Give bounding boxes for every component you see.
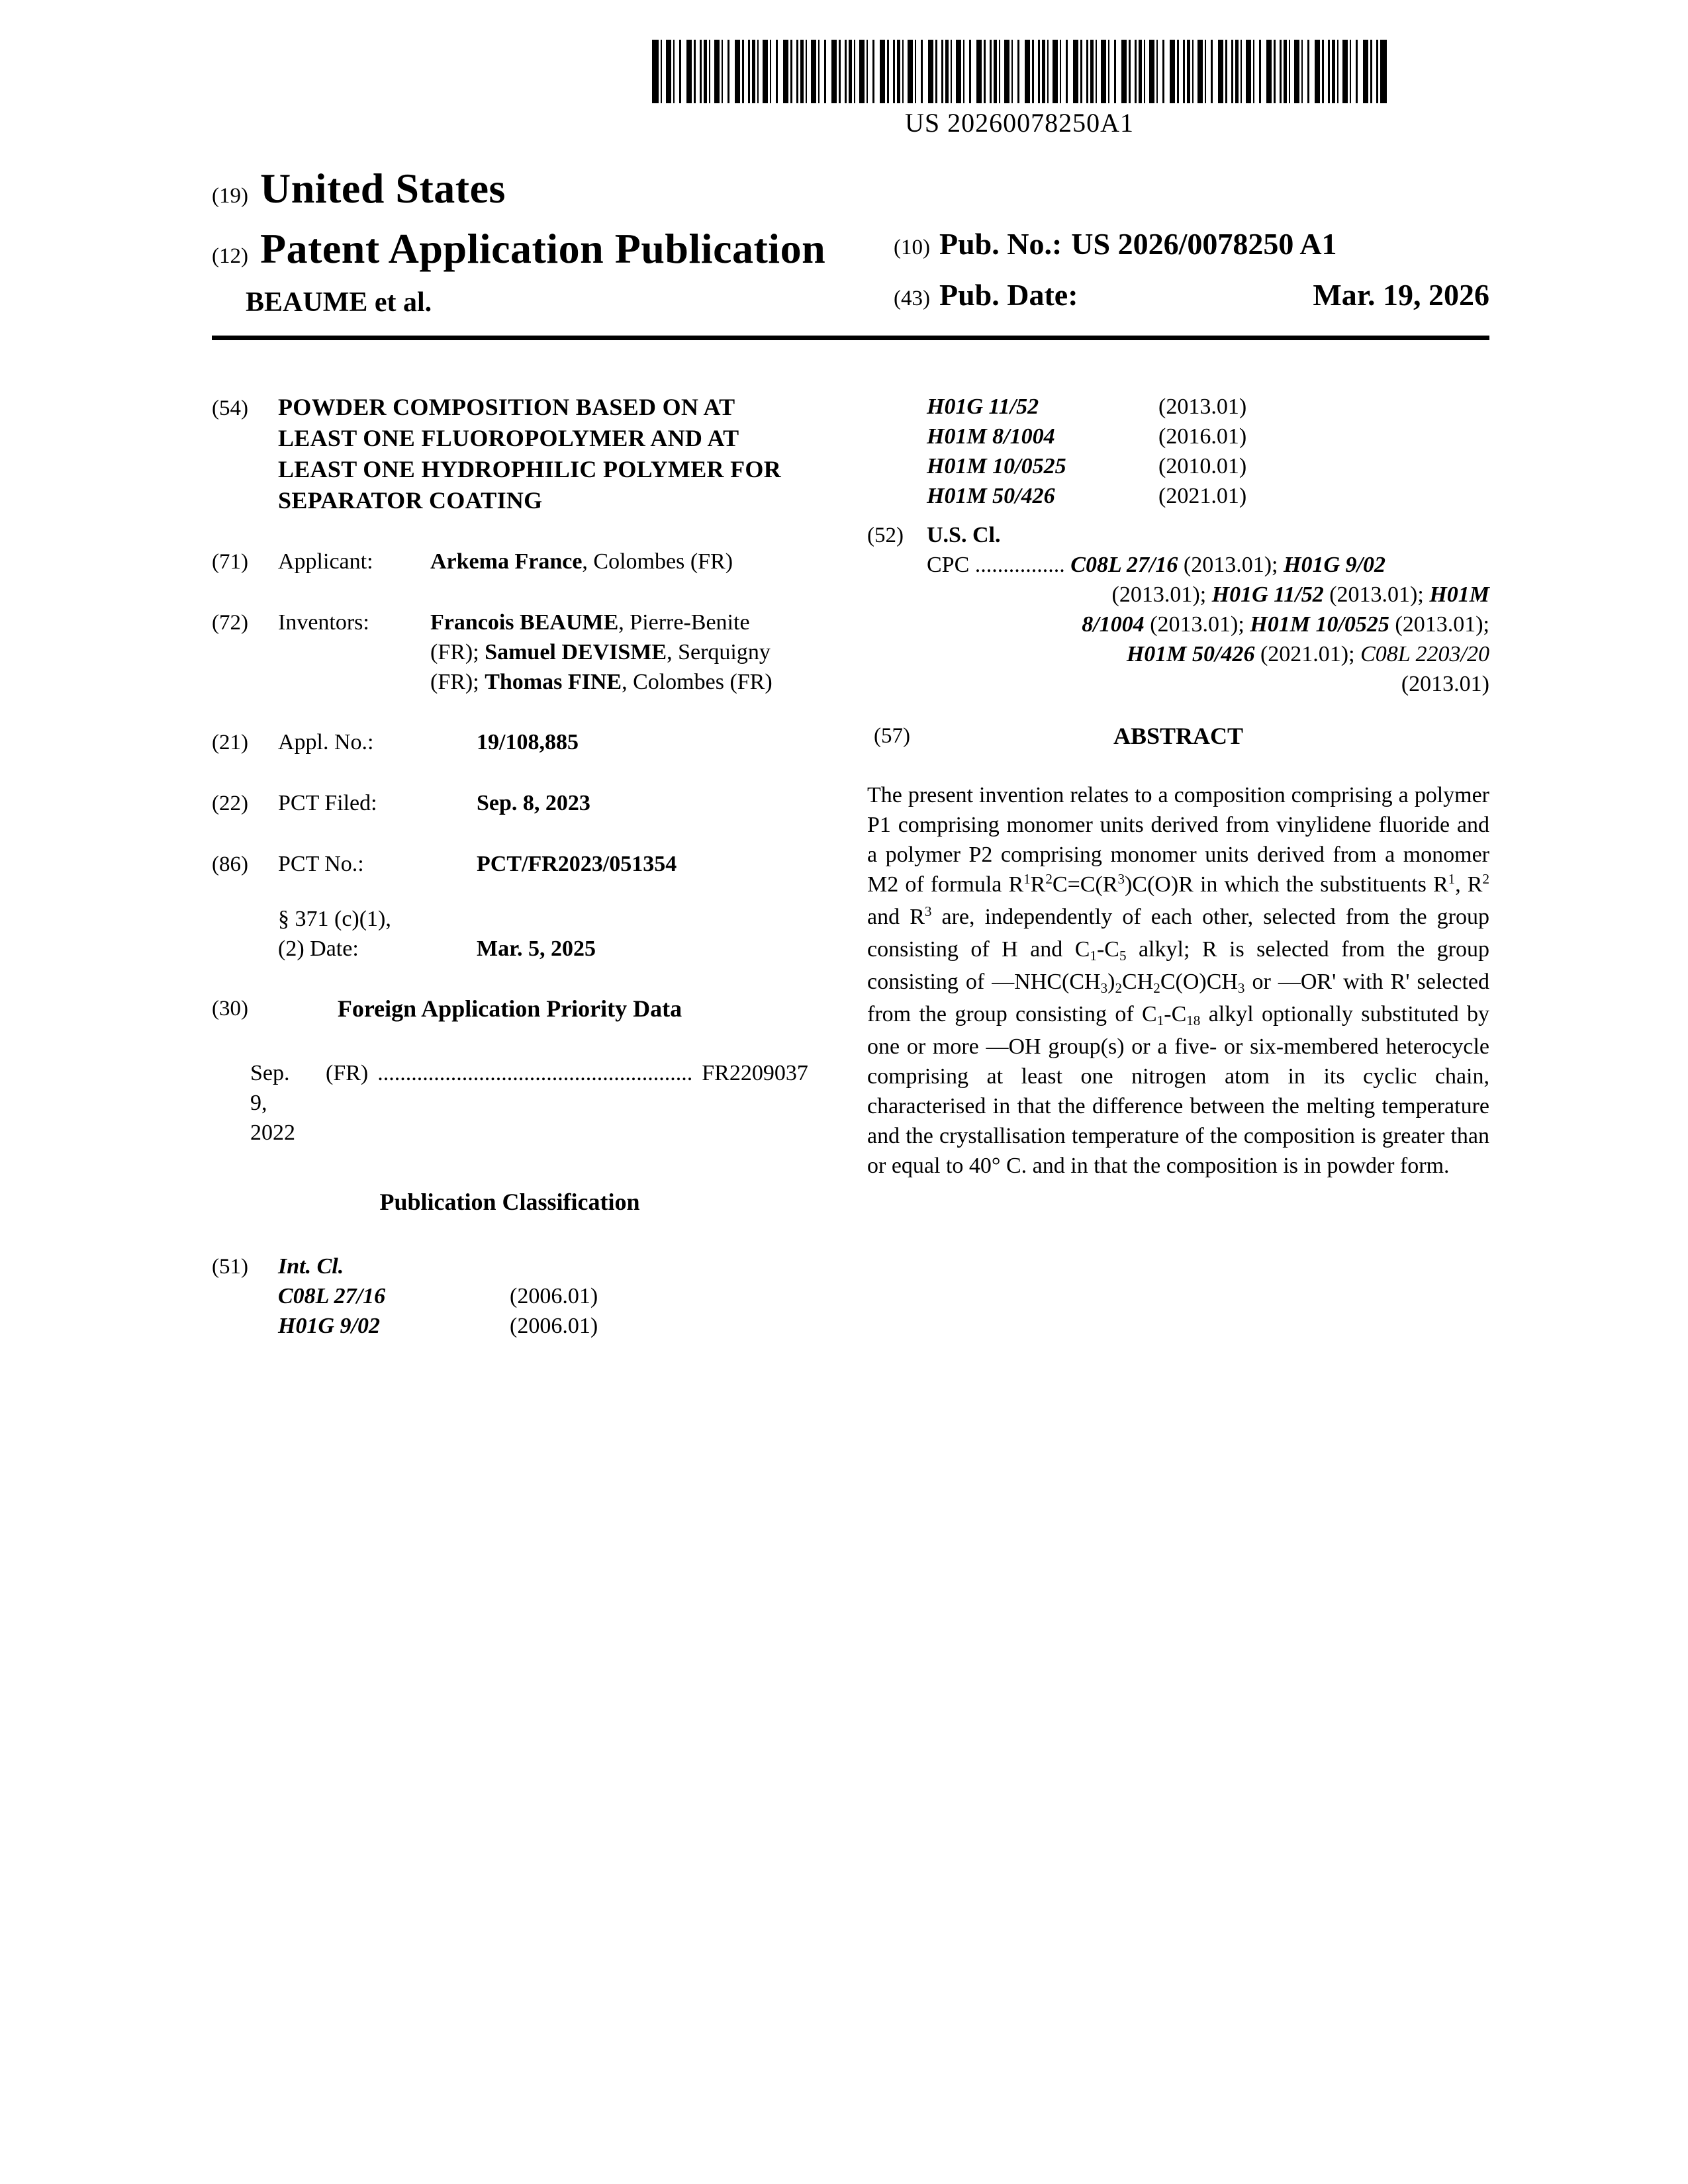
- applicant-section: [212, 547, 808, 577]
- priority-date: Sep. 9, 2022: [250, 1061, 295, 1145]
- pub-no-code: (10): [894, 236, 930, 259]
- section-371-date-label: (2) Date:: [278, 936, 359, 961]
- publication-classification-heading: Publication Classification: [379, 1189, 640, 1215]
- int-cl-entry: [278, 1311, 808, 1341]
- pub-no-label: Pub. No.:: [939, 227, 1062, 261]
- inventors-label: Inventors:: [278, 610, 369, 635]
- int-cl-entry: [278, 1281, 808, 1311]
- int-cl-label: Int. Cl.: [278, 1254, 344, 1279]
- abstract-text: The present invention relates to a composition comprising a polymer P1 comprising monomer units derived from vinylidene fluoride and a polymer P2 comprising monomer units derived from a monomer M2 of formula $R^1R^2C=C(R^3)C(O)R$ in which the substituents $R^1$, $R^2$ and $R^3$ are, independently of each other, selected from the group consisting of H and C1-C5 alkyl; R is selected from the group consisting of —NHC(CH3)2CH2C(O)CH3 or —OR' with R' selected from the group consisting of C1-C18 alkyl optionally substituted by one or more —OH group(s) or a five- or six-membered heterocycle comprising at least one nitrogen atom in its cyclic chain, characterised in that the difference between the melting temperature and the crystallisation temperature of the composition is greater than or equal to 40° C. and in that the composition is in powder form.: [867, 783, 1490, 1178]
- appl-no-section: [212, 727, 808, 758]
- pub-date-code: (43): [894, 287, 930, 310]
- int-cl-entry: [927, 451, 1489, 481]
- barcode-number: US 20260078250A1: [904, 108, 1135, 138]
- cpc-line: (2013.01); H01G 11/52 (2013.01); H01M: [1111, 582, 1489, 607]
- inventor-line: (FR); Samuel DEVISME, Serquigny: [430, 640, 771, 664]
- cpc-line: (2013.01): [1401, 672, 1489, 696]
- priority-heading: Foreign Application Priority Data: [337, 995, 682, 1022]
- pub-no-value: US 2026/0078250 A1: [1071, 227, 1337, 261]
- pct-no-section: [212, 849, 808, 964]
- us-cl-code: (52): [867, 523, 904, 547]
- int-cl-code: (51): [212, 1255, 248, 1279]
- cpc-block: [927, 550, 1489, 699]
- applicant-label: Applicant:: [278, 549, 373, 574]
- int-cl-class: H01M 10/0525: [927, 454, 1066, 478]
- header-right: [894, 220, 1489, 322]
- pct-no-value: PCT/FR2023/051354: [477, 852, 677, 876]
- kind-code: (12): [212, 244, 248, 268]
- applicant-value: Arkema France, Colombes (FR): [430, 549, 733, 574]
- appl-no-label: Appl. No.:: [278, 730, 374, 754]
- title-section: [212, 392, 808, 516]
- priority-entry-row: [212, 1058, 808, 1148]
- int-cl-continued: [867, 392, 1489, 511]
- int-cl-version: (2016.01): [1158, 424, 1247, 449]
- appl-no-value: 19/108,885: [477, 730, 579, 754]
- priority-country: (FR): [326, 1061, 369, 1085]
- country-name: United States: [259, 165, 506, 212]
- header-divider: [212, 336, 1489, 340]
- document-kind: Patent Application Publication: [259, 225, 826, 272]
- pct-filed-label: PCT Filed:: [278, 791, 377, 815]
- section-371-date-value: Mar. 5, 2025: [477, 936, 596, 961]
- int-cl-version: (2021.01): [1158, 484, 1247, 508]
- document-header: [212, 162, 1489, 322]
- int-cl-entry: [927, 481, 1489, 511]
- section-371-line: § 371 (c)(1),: [278, 907, 391, 931]
- int-cl-version: (2006.01): [510, 1314, 598, 1338]
- int-cl-version: (2006.01): [510, 1284, 598, 1308]
- country-line: [212, 162, 825, 222]
- abstract-code: (57): [874, 724, 910, 748]
- body-columns: [212, 392, 1489, 1371]
- priority-heading-row: [212, 994, 808, 1024]
- int-cl-version: (2013.01): [1158, 394, 1247, 419]
- int-cl-entry: [927, 392, 1489, 422]
- int-cl-class: H01M 50/426: [927, 484, 1055, 508]
- inventors-code: (72): [212, 611, 248, 635]
- int-cl-section: [212, 1251, 808, 1341]
- pub-date-line: [894, 271, 1489, 322]
- cpc-line: CPC ................ C08L 27/16 (2013.01); H01G 9/02: [927, 553, 1385, 577]
- barcode-block: [649, 40, 1390, 138]
- dot-leader: ........................................................: [377, 1061, 693, 1085]
- inventors-list: [430, 608, 808, 697]
- pct-filed-code: (22): [212, 792, 248, 815]
- inventors-section: [212, 608, 808, 697]
- title-code: (54): [212, 396, 248, 420]
- int-cl-entry: [927, 422, 1489, 451]
- int-cl-class: H01G 9/02: [278, 1314, 380, 1338]
- barcode-image: [652, 40, 1387, 103]
- pct-no-label: PCT No.:: [278, 852, 364, 876]
- cpc-line: H01M 50/426 (2021.01); C08L 2203/20: [1126, 642, 1489, 666]
- pub-date-label: Pub. Date:: [939, 278, 1078, 312]
- inventor-line: (FR); Thomas FINE, Colombes (FR): [430, 670, 773, 694]
- invention-title: POWDER COMPOSITION BASED ON AT LEAST ONE FLUOROPOLYMER AND AT LEAST ONE HYDROPHILIC POLYMER FOR SEPARATOR COATING: [278, 394, 782, 514]
- pct-filed-section: [212, 788, 808, 819]
- applicant-surname-line: BEAUME et al.: [246, 287, 432, 318]
- appl-no-code: (21): [212, 731, 248, 754]
- pub-no-line: [894, 220, 1489, 271]
- priority-code: (30): [212, 997, 248, 1021]
- int-cl-version: (2010.01): [1158, 454, 1247, 478]
- right-column: [867, 392, 1489, 1371]
- us-cl-section: [867, 520, 1489, 699]
- header-left: [212, 162, 825, 322]
- abstract-heading: ABSTRACT: [1113, 723, 1244, 749]
- left-column: [212, 392, 808, 1371]
- priority-number: FR2209037: [702, 1061, 808, 1085]
- pct-filed-value: Sep. 8, 2023: [477, 791, 590, 815]
- int-cl-class: H01M 8/1004: [927, 424, 1055, 449]
- inventor-line: Francois BEAUME, Pierre-Benite: [430, 610, 750, 635]
- pub-date-value: Mar. 19, 2026: [1313, 278, 1489, 312]
- us-cl-label: U.S. Cl.: [927, 523, 1001, 547]
- kind-line: [212, 222, 825, 283]
- int-cl-class: H01G 11/52: [927, 394, 1039, 419]
- applicant-code: (71): [212, 550, 248, 574]
- country-code: (19): [212, 184, 248, 208]
- cpc-line: 8/1004 (2013.01); H01M 10/0525 (2013.01);: [1082, 612, 1489, 637]
- abstract-heading-row: [867, 721, 1489, 751]
- pct-no-code: (86): [212, 852, 248, 876]
- int-cl-class: C08L 27/16: [278, 1284, 386, 1308]
